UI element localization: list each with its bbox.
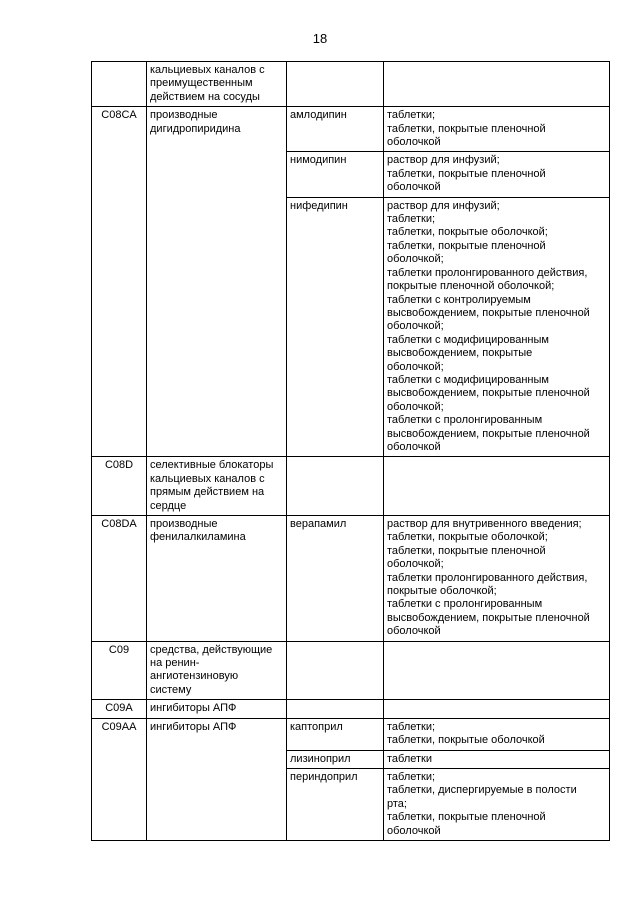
dosage-form-cell (384, 197, 610, 457)
dosage-form-line: таблетки, покрытые пленочной (387, 239, 546, 252)
dosage-form-line: таблетки; (387, 720, 436, 733)
group-text-line: преимущественным (150, 77, 253, 90)
dosage-form-line: покрытые оболочкой; (387, 585, 497, 598)
dosage-form-line: высвобождением, покрытые пленочной (387, 306, 590, 319)
anatomical-therapeutic-group-cell (147, 641, 287, 700)
dosage-form-line: таблетки с пролонгированным (387, 598, 543, 611)
group-text-line: средства, действующие (150, 643, 273, 656)
dosage-form-line: таблетки (387, 752, 433, 765)
dosage-form-line: таблетки с модифицированным (387, 373, 549, 386)
dosage-form-cell (384, 700, 610, 718)
dosage-form-line: таблетки, покрытые пленочной (387, 544, 546, 557)
atc-code-cell: C09AA (92, 718, 147, 840)
dosage-form-line: таблетки, диспергируемые в полости (387, 784, 577, 797)
dosage-form-line: оболочкой (387, 136, 441, 149)
dosage-form-cell (384, 62, 610, 107)
atc-code-cell: C08DA (92, 516, 147, 642)
anatomical-therapeutic-group-cell (147, 107, 287, 457)
dosage-form-line: оболочкой; (387, 360, 444, 373)
dosage-form-line: таблетки, покрытые оболочкой; (387, 531, 548, 544)
dosage-form-line: таблетки; (387, 213, 436, 226)
atc-code-cell: C08CA (92, 107, 147, 457)
drug-name-cell (287, 700, 384, 718)
group-text-line: селективные блокаторы (150, 459, 274, 472)
drug-name-cell: нимодипин (287, 152, 384, 197)
group-text-line: сердце (150, 499, 187, 512)
dosage-form-line: таблетки с пролонгированным (387, 414, 543, 427)
drug-name-cell: лизиноприл (287, 750, 384, 768)
dosage-form-line: таблетки, покрытые пленочной (387, 167, 546, 180)
group-text-line: прямым действием на (150, 486, 265, 499)
drug-name-cell (287, 641, 384, 700)
group-text-line: производные (150, 518, 218, 530)
group-text-line: производные (150, 109, 218, 122)
group-text-line: систему (150, 683, 192, 696)
page-number: 18 (312, 31, 328, 46)
dosage-form-line: таблетки с модифицированным (387, 333, 549, 346)
dosage-form-line: оболочкой (387, 440, 441, 453)
group-text-line: ингибиторы АПФ (150, 702, 237, 715)
drug-name-cell (287, 62, 384, 107)
dosage-form-cell (384, 641, 610, 700)
drug-name-cell: нифедипин (287, 197, 384, 457)
dosage-form-line: оболочкой (387, 625, 441, 638)
dosage-form-line: таблетки пролонгированного действия, (387, 571, 588, 584)
dosage-form-line: таблетки, покрытые пленочной (387, 122, 546, 135)
dosage-form-cell (384, 516, 610, 642)
drug-name-cell: каптоприл (287, 718, 384, 750)
drug-name-cell: амлодипин (287, 107, 384, 152)
dosage-form-line: оболочкой; (387, 320, 444, 333)
dosage-form-cell (384, 718, 610, 750)
group-text-line: действием на сосуды (150, 90, 260, 103)
dosage-form-line: раствор для внутривенного введения; (387, 518, 582, 530)
atc-code-cell: C09 (92, 641, 147, 700)
dosage-form-cell (384, 152, 610, 197)
dosage-form-line: оболочкой (387, 824, 441, 837)
group-text-line: на ренин- (150, 657, 200, 670)
anatomical-therapeutic-group-cell (147, 62, 287, 107)
dosage-form-line: высвобождением, покрытые пленочной (387, 427, 590, 440)
anatomical-therapeutic-group-cell (147, 457, 287, 516)
drug-name-cell (287, 457, 384, 516)
group-text-line: ингибиторы АПФ (150, 720, 237, 733)
dosage-form-line: высвобождением, покрытые (387, 347, 533, 360)
dosage-form-line: таблетки, покрытые оболочкой; (387, 226, 548, 239)
dosage-form-line: высвобождением, покрытые пленочной (387, 387, 590, 400)
atc-code-cell: C09A (92, 700, 147, 718)
drug-name-cell: периндоприл (287, 768, 384, 840)
anatomical-therapeutic-group-cell (147, 516, 287, 642)
atc-code-cell (92, 62, 147, 107)
dosage-form-line: таблетки, покрытые оболочкой (387, 734, 545, 747)
dosage-form-cell (384, 750, 610, 768)
table-row (92, 718, 610, 750)
group-text-line: кальциевых каналов с (150, 472, 265, 485)
dosage-form-line: оболочкой; (387, 253, 444, 266)
dosage-form-cell (384, 107, 610, 152)
dosage-form-line: таблетки; (387, 109, 436, 122)
group-text-line: дигидропиридина (150, 122, 241, 135)
dosage-form-line: раствор для инфузий; (387, 154, 500, 167)
table-body (92, 62, 610, 841)
table-row (92, 700, 610, 718)
dosage-form-cell (384, 457, 610, 516)
anatomical-therapeutic-group-cell (147, 718, 287, 840)
dosage-form-line: таблетки; (387, 770, 436, 783)
dosage-form-line: таблетки с контролируемым (387, 293, 531, 306)
group-text-line: кальциевых каналов с (150, 64, 265, 76)
atc-code-cell: C08D (92, 457, 147, 516)
drug-name-cell: верапамил (287, 516, 384, 642)
dosage-form-line: оболочкой; (387, 400, 444, 413)
table-row (92, 62, 610, 107)
table-row (92, 641, 610, 700)
anatomical-therapeutic-group-cell (147, 700, 287, 718)
table-row (92, 516, 610, 642)
dosage-form-line: таблетки пролонгированного действия, (387, 266, 588, 279)
dosage-form-line: таблетки, покрытые пленочной (387, 811, 546, 824)
dosage-form-line: высвобождением, покрытые пленочной (387, 611, 590, 624)
dosage-form-line: оболочкой; (387, 558, 444, 571)
dosage-form-line: раствор для инфузий; (387, 199, 500, 212)
table-row (92, 457, 610, 516)
drug-classification-table (91, 61, 610, 841)
table-row (92, 107, 610, 152)
dosage-form-line: покрытые пленочной оболочкой; (387, 280, 555, 293)
group-text-line: фенилалкиламина (150, 531, 246, 544)
dosage-form-line: рта; (387, 797, 407, 810)
group-text-line: ангиотензиновую (150, 670, 239, 683)
dosage-form-cell (384, 768, 610, 840)
dosage-form-line: оболочкой (387, 181, 441, 194)
